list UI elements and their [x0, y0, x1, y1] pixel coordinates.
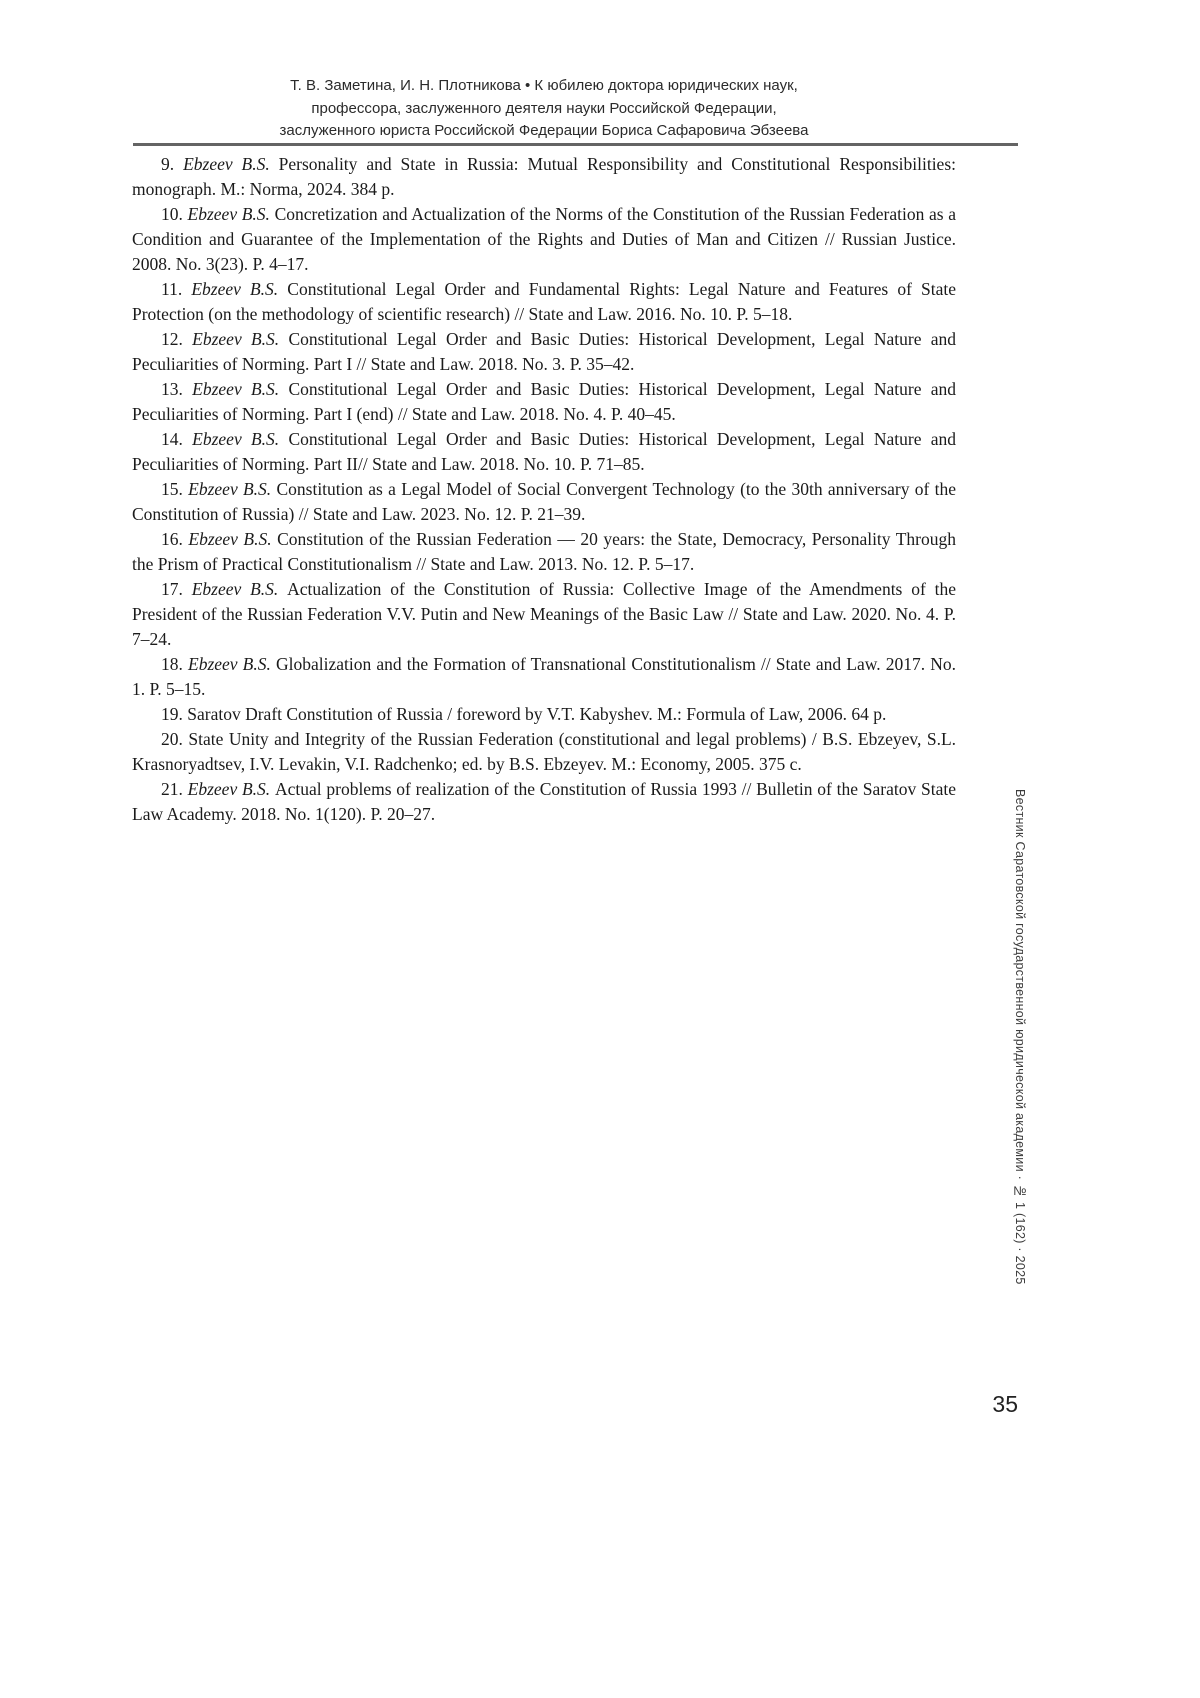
- reference-number: 9.: [161, 154, 184, 174]
- references-list: [132, 152, 956, 827]
- reference-item: [132, 427, 956, 477]
- reference-author: Ebzeev B.S.: [191, 279, 288, 299]
- reference-number: 21.: [161, 779, 188, 799]
- reference-item: [132, 277, 956, 327]
- reference-text: Constitution of the Russian Federation — 20 years: the State, Democracy, Personality Through the Prism of Practical Constitutionalism // State and Law. 2013. No. 12. P. 5–17.: [132, 529, 956, 574]
- reference-number: 17.: [161, 579, 192, 599]
- header-rule: [133, 143, 1018, 146]
- running-header-line: профессора, заслуженного деятеля науки Российской Федерации,: [311, 99, 777, 117]
- reference-text: Actual problems of realization of the Constitution of Russia 1993 // Bulletin of the Saratov State Law Academy. 2018. No. 1(120). P. 20–27.: [132, 779, 957, 824]
- reference-number: 15.: [161, 479, 189, 499]
- reference-item: [132, 577, 956, 652]
- reference-text: Personality and State in Russia: Mutual Responsibility and Constitutional Responsibilities: monograph. M.: Norma, 2024. 384 p.: [132, 154, 956, 199]
- reference-author: Ebzeev B.S.: [192, 429, 289, 449]
- reference-author: Ebzeev B.S.: [188, 529, 278, 549]
- reference-number: 20.: [161, 729, 189, 749]
- reference-author: Ebzeev B.S.: [187, 204, 275, 224]
- reference-text: Constitutional Legal Order and Fundamental Rights: Legal Nature and Features of State Protection (on the methodology of scientific research) // State and Law. 2016. No. 10. P. 5–18.: [132, 279, 956, 324]
- journal-title-vertical: Вестник Саратовской государственной юридической академии · № 1 (162) · 2025: [1013, 789, 1027, 1285]
- reference-text: Actualization of the Constitution of Russia: Collective Image of the Amendments of the President of the Russian Federation V.V. Putin and New Meanings of the Basic Law // State and Law. 2020. No. 4. P. 7–24.: [132, 579, 956, 649]
- reference-number: 14.: [161, 429, 193, 449]
- reference-item: [132, 527, 956, 577]
- reference-author: Ebzeev B.S.: [183, 154, 279, 174]
- reference-number: 11.: [161, 279, 192, 299]
- reference-text: State Unity and Integrity of the Russian Federation (constitutional and legal problems) / B.S. Ebzeyev, S.L. Krasnoryadtsev, I.V. Levakin, V.I. Radchenko; ed. by B.S. Ebzeyev. M.: Economy, 2005. 375 c.: [132, 729, 957, 774]
- reference-item: [132, 702, 956, 727]
- reference-item: [132, 777, 956, 827]
- reference-author: Ebzeev B.S.: [191, 579, 288, 599]
- reference-item: [132, 327, 956, 377]
- reference-text: Constitutional Legal Order and Basic Duties: Historical Development, Legal Nature and Peculiarities of Norming. Part I (end) // State and Law. 2018. No. 4. P. 40–45.: [132, 379, 956, 424]
- reference-number: 12.: [161, 329, 193, 349]
- reference-number: 10.: [161, 204, 188, 224]
- reference-number: 19.: [161, 704, 188, 724]
- reference-text: Saratov Draft Constitution of Russia / foreword by V.T. Kabyshev. M.: Formula of Law, 2006. 64 p.: [187, 704, 887, 724]
- reference-text: Constitutional Legal Order and Basic Duties: Historical Development, Legal Nature and Peculiarities of Norming. Part I // State and Law. 2018. No. 3. P. 35–42.: [132, 329, 956, 374]
- page-number: 35: [992, 1391, 1018, 1417]
- reference-item: [132, 652, 956, 702]
- reference-author: Ebzeev B.S.: [187, 779, 275, 799]
- reference-text: Concretization and Actualization of the Norms of the Constitution of the Russian Federation as a Condition and Guarantee of the Implementation of the Rights and Duties of Man and Citizen // Russian Justice. 2008. No. 3(23). P. 4–17.: [132, 204, 956, 274]
- reference-author: Ebzeev B.S.: [192, 329, 289, 349]
- reference-number: 13.: [161, 379, 193, 399]
- reference-item: [132, 152, 956, 202]
- reference-author: Ebzeev B.S.: [188, 479, 277, 499]
- reference-author: Ebzeev B.S.: [188, 654, 276, 674]
- reference-item: [132, 727, 956, 777]
- running-header-line: Т. В. Заметина, И. Н. Плотникова • К юбилею доктора юридических наук,: [290, 77, 798, 94]
- reference-text: Constitution as a Legal Model of Social Convergent Technology (to the 30th anniversary of the Constitution of Russia) // State and Law. 2023. No. 12. P. 21–39.: [132, 479, 956, 524]
- reference-item: [132, 202, 956, 277]
- reference-text: Globalization and the Formation of Transnational Constitutionalism // State and Law. 2017. No. 1. P. 5–15.: [132, 654, 956, 699]
- reference-item: [132, 477, 956, 527]
- reference-number: 18.: [161, 654, 188, 674]
- reference-text: Constitutional Legal Order and Basic Duties: Historical Development, Legal Nature and Peculiarities of Norming. Part II// State and Law. 2018. No. 10. P. 71–85.: [132, 429, 956, 474]
- reference-author: Ebzeev B.S.: [192, 379, 289, 399]
- reference-item: [132, 377, 956, 427]
- running-header: [132, 75, 956, 143]
- reference-number: 16.: [161, 529, 189, 549]
- running-header-line: заслуженного юриста Российской Федерации Бориса Сафаровича Эбзеева: [279, 122, 809, 139]
